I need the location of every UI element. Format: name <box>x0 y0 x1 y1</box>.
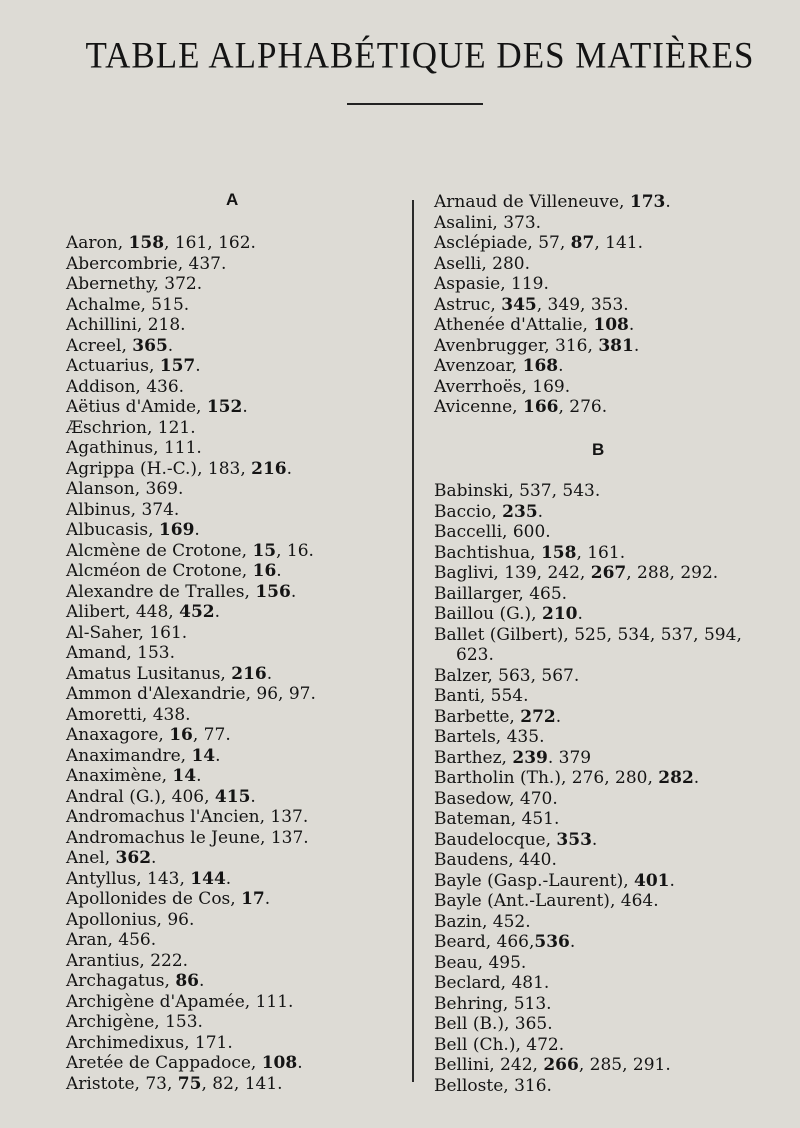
page-ref-bold: 362 <box>115 848 152 868</box>
index-entry <box>66 910 316 931</box>
index-entry <box>434 192 671 213</box>
entry-text: Aaron, <box>66 233 129 253</box>
page-ref-bold: 156 <box>255 581 291 602</box>
index-entry <box>66 992 316 1013</box>
index-entry <box>434 707 742 728</box>
entry-text: . <box>151 848 157 868</box>
page-ref-bold: 216 <box>251 458 287 479</box>
index-entry <box>66 746 316 767</box>
entry-text: Bellini, 242, <box>434 1055 544 1075</box>
entry-text: Arnaud de Villeneuve, <box>434 192 630 212</box>
entry-text: . <box>693 768 700 788</box>
page-ref-bold: 158 <box>128 233 165 253</box>
entry-text: Baillarger, 465. <box>434 583 568 604</box>
index-entry <box>66 500 316 521</box>
page-ref-bold: 16 <box>169 725 193 745</box>
entry-text: Andral (G.), 406, <box>66 786 215 807</box>
entry-text: . <box>665 192 671 212</box>
page-ref-bold: 381 <box>598 335 634 356</box>
index-entry <box>66 254 316 275</box>
index-entry <box>66 869 316 890</box>
entry-text: . <box>194 520 200 540</box>
page-ref-bold: 14 <box>172 766 197 786</box>
page-ref-bold: 17 <box>241 889 265 909</box>
entry-text: Bazin, 452. <box>434 911 531 932</box>
index-entry <box>434 850 742 871</box>
index-entry <box>66 479 316 500</box>
entry-text: 623. <box>456 645 494 665</box>
entry-text: , 82, 141. <box>201 1073 283 1094</box>
entry-text: Babinski, 537, 543. <box>434 481 601 501</box>
entry-text: Asalini, 373. <box>434 212 542 233</box>
index-entry <box>434 584 742 605</box>
entry-text: Achillini, 218. <box>66 315 186 335</box>
entry-text: Astruc, <box>434 294 502 315</box>
page-ref-bold: 452 <box>179 602 215 622</box>
entry-text: , 161. <box>576 542 626 563</box>
index-entry <box>434 809 742 830</box>
page-ref-bold: 282 <box>658 768 694 788</box>
section-letter-a: A <box>226 190 239 209</box>
entry-text: Baglivi, 139, 242, <box>434 563 591 583</box>
entry-text: Ammon d'Alexandrie, 96, 97. <box>66 684 316 704</box>
entry-text: Avenzoar, <box>434 356 523 376</box>
page-ref-bold: 15 <box>252 540 277 561</box>
index-entry <box>66 930 316 951</box>
index-entry <box>66 1074 316 1095</box>
index-entry <box>66 1033 316 1054</box>
entry-text: Amand, 153. <box>66 643 176 663</box>
entry-text: Anel, <box>66 848 116 868</box>
entry-text: . <box>167 335 174 356</box>
entry-text: . <box>558 356 564 376</box>
right-top-entry-list <box>434 192 671 418</box>
index-entry <box>434 543 742 564</box>
entry-text: . <box>250 786 256 807</box>
index-entry <box>66 1053 316 1074</box>
entry-text: , 141. <box>594 233 644 253</box>
entry-text: . 379 <box>547 747 592 768</box>
entry-text: Aselli, 280. <box>434 253 531 274</box>
page-ref-bold: 272 <box>520 706 556 727</box>
index-entry <box>434 233 671 254</box>
entry-text: . <box>633 335 640 356</box>
page-ref-bold: 210 <box>541 604 578 624</box>
entry-text: Alibert, 448, <box>66 602 180 622</box>
entry-text: Behring, 513. <box>434 993 552 1014</box>
index-entry <box>66 807 316 828</box>
entry-text: Al-Saher, 161. <box>66 622 188 643</box>
page-ref-bold: 108 <box>593 315 629 335</box>
entry-text: Beau, 495. <box>434 952 527 973</box>
page-ref-bold: 353 <box>556 829 592 850</box>
entry-text: Apollonius, 96. <box>66 909 195 930</box>
entry-text: Archimedixus, 171. <box>66 1032 233 1053</box>
index-entry <box>66 295 316 316</box>
index-entry <box>434 1035 742 1056</box>
entry-text: , 161, 162. <box>164 233 256 253</box>
index-entry <box>66 1012 316 1033</box>
entry-text: Bachtishua, <box>434 542 541 563</box>
index-entry <box>434 274 671 295</box>
page-title: TABLE ALPHABÉTIQUE DES MATIÈRES <box>85 35 755 76</box>
entry-text: Anaximène, <box>66 766 173 786</box>
index-entry <box>66 623 316 644</box>
index-entry <box>434 522 742 543</box>
entry-text: Bateman, 451. <box>434 809 560 829</box>
entry-text: Asclépiade, 57, <box>434 233 571 253</box>
entry-text: . <box>628 315 635 335</box>
index-entry <box>66 233 316 254</box>
index-entry <box>434 686 742 707</box>
entry-text: Baudelocque, <box>434 829 557 850</box>
index-entry <box>434 768 742 789</box>
entry-text: . <box>669 870 675 891</box>
page-ref-bold: 14 <box>191 745 216 766</box>
index-entry <box>434 871 742 892</box>
index-entry <box>66 664 316 685</box>
entry-text: , 288, 292. <box>626 563 719 583</box>
page-ref-bold: 152 <box>206 397 243 417</box>
entry-text: Baudens, 440. <box>434 850 557 870</box>
entry-text: Alexandre de Tralles, <box>66 581 256 602</box>
index-entry <box>434 377 671 398</box>
entry-text: Aran, 456. <box>66 930 157 950</box>
entry-text: Archigène, 153. <box>66 1012 203 1032</box>
page-ref-bold: 235 <box>502 501 538 522</box>
page-ref-bold: 345 <box>501 294 537 315</box>
page-ref-bold: 86 <box>175 971 200 991</box>
index-entry <box>434 912 742 933</box>
index-entry <box>66 766 316 787</box>
page-ref-bold: 169 <box>158 520 195 540</box>
entry-text: Agrippa (H.-C.), 183, <box>66 458 252 479</box>
entry-text: . <box>225 868 232 889</box>
page-ref-bold: 157 <box>159 356 196 376</box>
index-entry <box>434 563 742 584</box>
entry-text: . <box>555 706 562 727</box>
index-entry <box>66 274 316 295</box>
index-entry <box>66 377 316 398</box>
index-entry <box>66 848 316 869</box>
index-entry <box>434 254 671 275</box>
page-ref-bold: 75 <box>177 1073 202 1094</box>
entry-text: Aretée de Cappadoce, <box>66 1053 262 1073</box>
entry-text: , 16. <box>276 540 314 561</box>
entry-text: Alcmène de Crotone, <box>66 540 253 561</box>
entry-text: . <box>199 971 205 991</box>
index-entry <box>434 502 742 523</box>
entry-text: Baccelli, 600. <box>434 522 551 542</box>
index-entry <box>66 643 316 664</box>
entry-text: Æschrion, 121. <box>66 417 196 438</box>
entry-text: Andromachus le Jeune, 137. <box>66 827 309 848</box>
entry-text: Abernethy, 372. <box>66 274 203 294</box>
index-entry <box>66 705 316 726</box>
entry-text: . <box>264 889 271 909</box>
entry-text: Beclard, 481. <box>434 973 550 993</box>
index-entry <box>434 315 671 336</box>
page-ref-bold: 168 <box>522 356 559 376</box>
entry-text: Albucasis, <box>66 520 159 540</box>
index-entry <box>434 830 742 851</box>
index-entry <box>66 315 316 336</box>
entry-text: Agathinus, 111. <box>66 438 202 458</box>
entry-text: Archagatus, <box>66 971 176 991</box>
index-entry <box>66 951 316 972</box>
index-entry <box>434 645 742 666</box>
entry-text: Abercombrie, 437. <box>66 253 227 274</box>
entry-text: Achalme, 515. <box>66 294 190 315</box>
entry-text: Albinus, 374. <box>66 499 180 520</box>
page-ref-bold: 239 <box>512 747 548 768</box>
column-divider <box>412 200 414 1082</box>
page-ref-bold: 108 <box>261 1053 298 1073</box>
entry-text: Alanson, 369. <box>66 479 184 499</box>
entry-text: . <box>276 561 282 581</box>
entry-text: Actuarius, <box>66 356 160 376</box>
index-entry <box>434 625 742 646</box>
entry-text: . <box>290 581 297 602</box>
section-letter-b: B <box>592 440 605 459</box>
entry-text: . <box>286 458 293 479</box>
entry-text: Averrhoës, 169. <box>434 376 571 397</box>
index-entry <box>434 481 742 502</box>
index-entry <box>66 971 316 992</box>
page-ref-bold: 401 <box>634 870 670 891</box>
index-entry <box>434 1014 742 1035</box>
index-entry <box>66 561 316 582</box>
page-ref-bold: 365 <box>132 335 168 356</box>
entry-text: , 349, 353. <box>536 294 629 315</box>
entry-text: Bartels, 435. <box>434 727 545 747</box>
index-entry <box>66 520 316 541</box>
index-entry <box>66 397 316 418</box>
page-ref-bold: 158 <box>540 542 577 563</box>
entry-text: Avicenne, <box>434 397 523 417</box>
entry-text: Aristote, 73, <box>66 1073 178 1094</box>
entry-text: . <box>242 397 248 417</box>
entry-text: . <box>266 663 273 684</box>
entry-text: Ballet (Gilbert), 525, 534, 537, 594, <box>434 624 742 645</box>
left-entry-list <box>66 233 316 1094</box>
entry-text: Bartholin (Th.), 276, 280, <box>434 768 659 788</box>
index-entry <box>434 994 742 1015</box>
entry-text: Aëtius d'Amide, <box>66 397 207 417</box>
entry-text: Andromachus l'Ancien, 137. <box>66 807 309 827</box>
entry-text: Aspasie, 119. <box>434 274 549 294</box>
index-entry <box>434 397 671 418</box>
entry-text: Belloste, 316. <box>434 1075 552 1096</box>
entry-text: Apollonides de Cos, <box>66 889 242 909</box>
entry-text: Banti, 554. <box>434 686 529 706</box>
page-ref-bold: 16 <box>252 561 277 581</box>
entry-text: Barthez, <box>434 747 513 768</box>
entry-text: Avenbrugger, 316, <box>434 335 599 356</box>
page-ref-bold: 87 <box>570 233 595 253</box>
entry-text: Bayle (Gasp.-Laurent), <box>434 870 635 891</box>
title-rule <box>347 103 483 105</box>
entry-text: Antyllus, 143, <box>66 868 191 889</box>
page-ref-bold: 216 <box>231 663 267 684</box>
index-entry <box>434 1055 742 1076</box>
entry-text: Baillou (G.), <box>434 604 542 624</box>
entry-text: Anaximandre, <box>66 745 192 766</box>
entry-text: . <box>214 602 221 622</box>
index-entry <box>66 459 316 480</box>
entry-text: . <box>569 932 576 952</box>
entry-text: . <box>215 745 221 766</box>
entry-text: . <box>196 766 202 786</box>
entry-text: Barbette, <box>434 706 521 727</box>
page-ref-bold: 266 <box>543 1055 579 1075</box>
index-entry <box>434 973 742 994</box>
entry-text: Addison, 436. <box>66 376 185 397</box>
index-entry <box>66 828 316 849</box>
index-entry <box>66 684 316 705</box>
index-entry <box>434 336 671 357</box>
entry-text: Balzer, 563, 567. <box>434 665 580 686</box>
right-bottom-entry-list <box>434 481 742 1096</box>
entry-text: Anaxagore, <box>66 725 170 745</box>
entry-text: Bayle (Ant.-Laurent), 464. <box>434 891 659 911</box>
entry-text: Athenée d'Attalie, <box>434 315 594 335</box>
index-entry <box>434 666 742 687</box>
index-entry <box>434 953 742 974</box>
entry-text: , 276. <box>558 397 608 417</box>
index-entry <box>434 932 742 953</box>
index-entry <box>66 356 316 377</box>
entry-text: . <box>195 356 201 376</box>
entry-text: Bell (B.), 365. <box>434 1014 553 1034</box>
index-entry <box>434 1076 742 1097</box>
page-ref-bold: 415 <box>214 786 251 807</box>
entry-text: Acreel, <box>66 335 133 356</box>
index-entry <box>66 438 316 459</box>
index-entry <box>66 336 316 357</box>
entry-text: Amatus Lusitanus, <box>66 663 232 684</box>
page-ref-bold: 144 <box>190 868 226 889</box>
entry-text: . <box>537 501 544 522</box>
page-ref-bold: 166 <box>522 397 559 417</box>
page-ref-bold: 173 <box>629 192 666 212</box>
index-entry <box>434 748 742 769</box>
entry-text: Beard, 466, <box>434 932 535 952</box>
index-entry <box>434 891 742 912</box>
page-ref-bold: 267 <box>590 563 627 583</box>
index-entry <box>66 541 316 562</box>
index-entry <box>434 356 671 377</box>
entry-text: , 77. <box>192 725 231 745</box>
index-entry <box>434 295 671 316</box>
entry-text: . <box>577 604 583 624</box>
index-entry <box>66 725 316 746</box>
index-entry <box>434 727 742 748</box>
index-entry <box>434 213 671 234</box>
entry-text: Basedow, 470. <box>434 788 558 809</box>
page-ref-bold: 536 <box>534 932 570 952</box>
index-entry <box>66 602 316 623</box>
entry-text: . <box>297 1053 303 1073</box>
entry-text: . <box>591 829 598 850</box>
entry-text: Alcméon de Crotone, <box>66 561 253 581</box>
entry-text: Archigène d'Apamée, 111. <box>66 991 294 1012</box>
index-entry <box>66 787 316 808</box>
entry-text: Amoretti, 438. <box>66 704 191 725</box>
index-entry <box>66 889 316 910</box>
index-entry <box>66 418 316 439</box>
index-entry <box>66 582 316 603</box>
index-entry <box>434 604 742 625</box>
entry-text: Bell (Ch.), 472. <box>434 1034 565 1055</box>
entry-text: Arantius, 222. <box>66 950 189 971</box>
index-entry <box>434 789 742 810</box>
entry-text: , 285, 291. <box>578 1055 671 1075</box>
entry-text: Baccio, <box>434 501 503 522</box>
